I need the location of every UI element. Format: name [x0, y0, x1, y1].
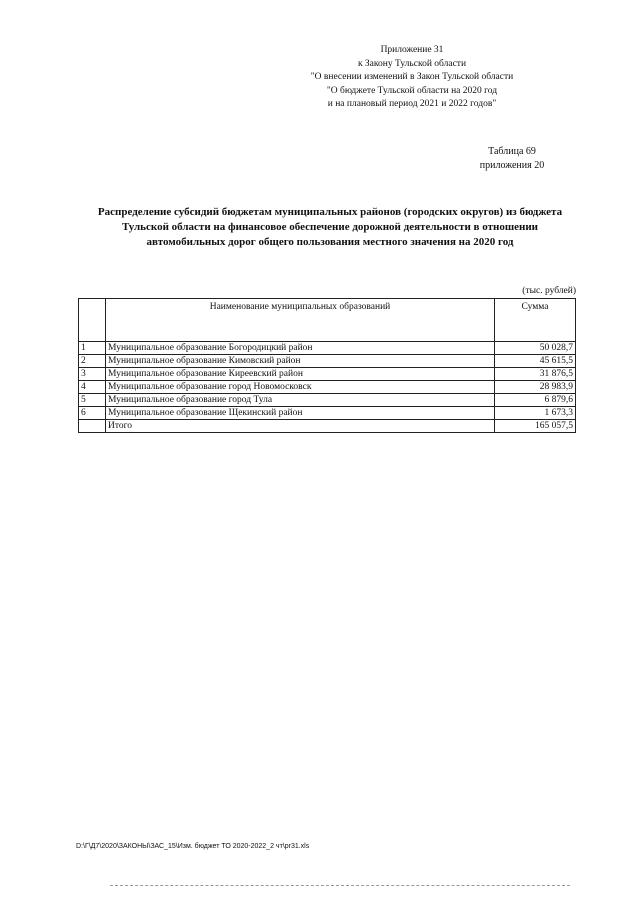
total-number-cell	[79, 420, 106, 433]
units-label: (тыс. рублей)	[522, 286, 576, 296]
table-reference	[452, 145, 572, 173]
document-title: Распределение субсидий бюджетам муниципальных районов (городских округов) из бюджета Тульской области на финансовое обеспечение дорожной деятельности в отношении автомобильных дорог общего пользования местного значения на 2020 год	[97, 206, 563, 248]
header-number-cell	[79, 299, 106, 342]
annex-line: "О внесении изменений в Закон Тульской области	[310, 72, 514, 83]
scan-bottom-line	[110, 885, 570, 886]
table-header-row	[79, 299, 576, 342]
header-name-cell: Наименование муниципальных образований	[106, 299, 495, 342]
row-amount: 50 028,7	[495, 342, 576, 355]
row-name: Муниципальное образование Кимовский район	[106, 355, 495, 368]
row-amount: 1 673,3	[495, 407, 576, 420]
row-name: Муниципальное образование Щекинский район	[106, 407, 495, 420]
appendix-number: приложения 20	[479, 160, 545, 171]
total-label: Итого	[106, 420, 495, 433]
table-row	[79, 368, 576, 381]
table-row	[79, 407, 576, 420]
header-sum-cell: Сумма	[495, 299, 576, 342]
annex-line: "О бюджете Тульской области на 2020 год	[326, 85, 498, 96]
table-row	[79, 381, 576, 394]
file-path-footer: D:\Г\Д7\2020\ЗАКОНЫ\ЗАС_15\Изм. бюджет ТО 2020-2022_2 чт\pr31.xls	[76, 843, 310, 850]
row-name: Муниципальное образование город Новомосковск	[106, 381, 495, 394]
subsidy-table	[78, 298, 576, 433]
table-total-row	[79, 420, 576, 433]
annex-line: Приложение 31	[380, 45, 444, 55]
row-number: 1	[79, 342, 106, 355]
row-name: Муниципальное образование город Тула	[106, 394, 495, 407]
row-number: 2	[79, 355, 106, 368]
row-amount: 28 983,9	[495, 381, 576, 394]
annex-line: к Закону Тульской области	[357, 58, 467, 69]
row-number: 5	[79, 394, 106, 407]
total-amount: 165 057,5	[495, 420, 576, 433]
row-amount: 6 879,6	[495, 394, 576, 407]
annex-header	[252, 44, 572, 112]
row-amount: 31 876,5	[495, 368, 576, 381]
row-number: 4	[79, 381, 106, 394]
table-row	[79, 342, 576, 355]
row-name: Муниципальное образование Киреевский район	[106, 368, 495, 381]
table-number: Таблица 69	[488, 146, 536, 157]
annex-line: и на плановый период 2021 и 2022 годов"	[327, 99, 497, 110]
row-amount: 45 615,5	[495, 355, 576, 368]
row-number: 6	[79, 407, 106, 420]
table-row	[79, 394, 576, 407]
row-number: 3	[79, 368, 106, 381]
table-row	[79, 355, 576, 368]
row-name: Муниципальное образование Богородицкий район	[106, 342, 495, 355]
